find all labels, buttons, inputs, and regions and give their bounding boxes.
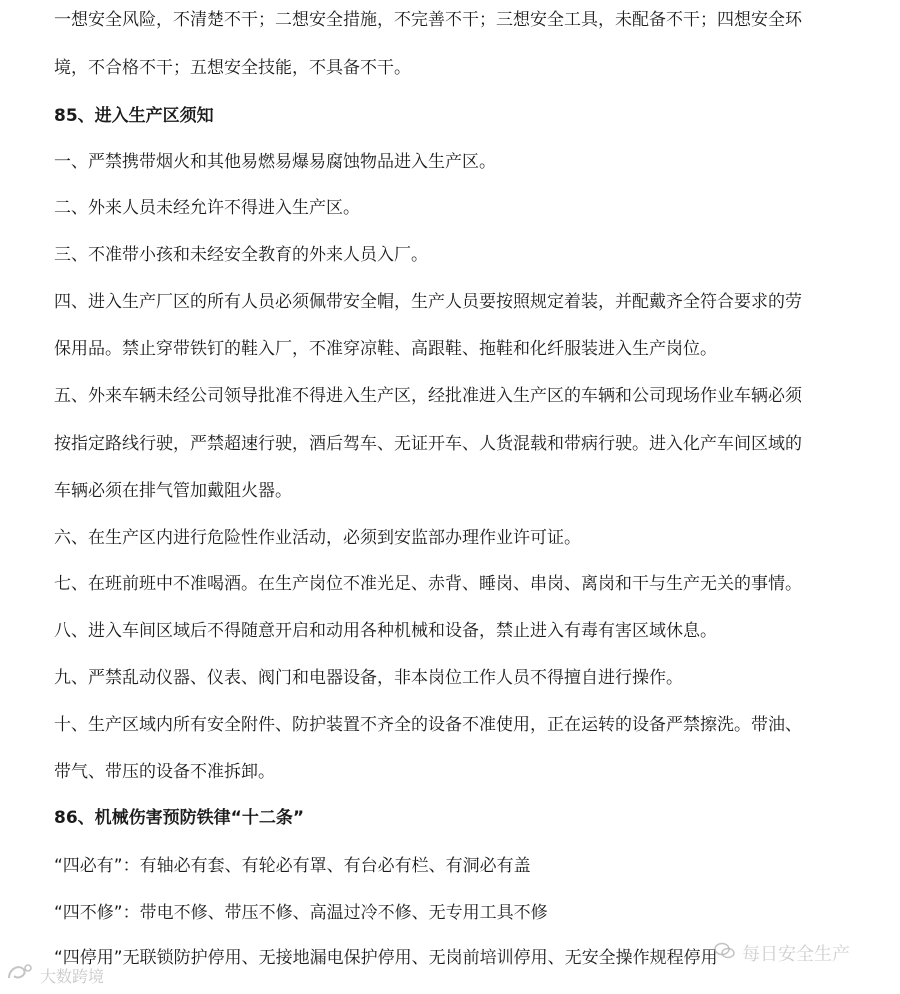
- list-item-continuation: 车辆必须在排气管加戴阻火器。: [54, 481, 292, 501]
- section-heading: 86、机械伤害预防铁律“十二条”: [54, 808, 305, 828]
- list-item: 六、在生产区内进行危险性作业活动，必须到安监部办理作业许可证。: [54, 528, 581, 548]
- list-item: 十、生产区域内所有安全附件、防护装置不齐全的设备不准使用，正在运转的设备严禁擦洗。带油、: [54, 715, 802, 735]
- wechat-icon: [714, 941, 736, 966]
- text-line: 境，不合格不干；五想安全技能，不具备不干。: [54, 58, 411, 78]
- list-item: 二、外来人员未经允许不得进入生产区。: [54, 198, 360, 218]
- rule-line: “四不修”：带电不修、带压不修、高温过冷不修、无专用工具不修: [54, 903, 548, 923]
- watermark-right: [714, 940, 850, 966]
- list-item-continuation: 按指定路线行驶，严禁超速行驶，酒后驾车、无证开车、人货混载和带病行驶。进入化产车间区域的: [54, 434, 802, 454]
- watermark-text: 每日安全生产: [742, 944, 850, 965]
- watermark-text: 大数跨境: [40, 967, 105, 986]
- list-item-continuation: 保用品。禁止穿带铁钉的鞋入厂，不准穿凉鞋、高跟鞋、拖鞋和化纤服装进入生产岗位。: [54, 339, 717, 359]
- list-item-continuation: 带气、带压的设备不准拆卸。: [54, 762, 275, 782]
- logo-icon: [6, 962, 34, 989]
- watermark-left: [6, 962, 104, 989]
- list-item: 八、进入车间区域后不得随意开启和动用各种机械和设备，禁止进入有毒有害区域休息。: [54, 621, 717, 641]
- text-line: 一想安全风险，不清楚不干；二想安全措施，不完善不干；三想安全工具，未配备不干；四想安全环: [54, 10, 802, 30]
- list-item: 九、严禁乱动仪器、仪表、阀门和电器设备，非本岗位工作人员不得擅自进行操作。: [54, 668, 683, 688]
- list-item: 四、进入生产厂区的所有人员必须佩带安全帽，生产人员要按照规定着装，并配戴齐全符合要求的劳: [54, 292, 802, 312]
- rule-line: “四必有”：有轴必有套、有轮必有罩、有台必有栏、有洞必有盖: [54, 856, 531, 876]
- list-item: 七、在班前班中不准喝酒。在生产岗位不准光足、赤背、睡岗、串岗、离岗和干与生产无关的事情。: [54, 574, 802, 594]
- section-heading: 85、进入生产区须知: [54, 106, 214, 126]
- list-item: 五、外来车辆未经公司领导批准不得进入生产区，经批准进入生产区的车辆和公司现场作业车辆必须: [54, 386, 802, 406]
- rule-line: “四停用”无联锁防护停用、无接地漏电保护停用、无岗前培训停用、无安全操作规程停用: [54, 948, 718, 968]
- list-item: 三、不准带小孩和未经安全教育的外来人员入厂。: [54, 245, 428, 265]
- list-item: 一、严禁携带烟火和其他易燃易爆易腐蚀物品进入生产区。: [54, 152, 496, 172]
